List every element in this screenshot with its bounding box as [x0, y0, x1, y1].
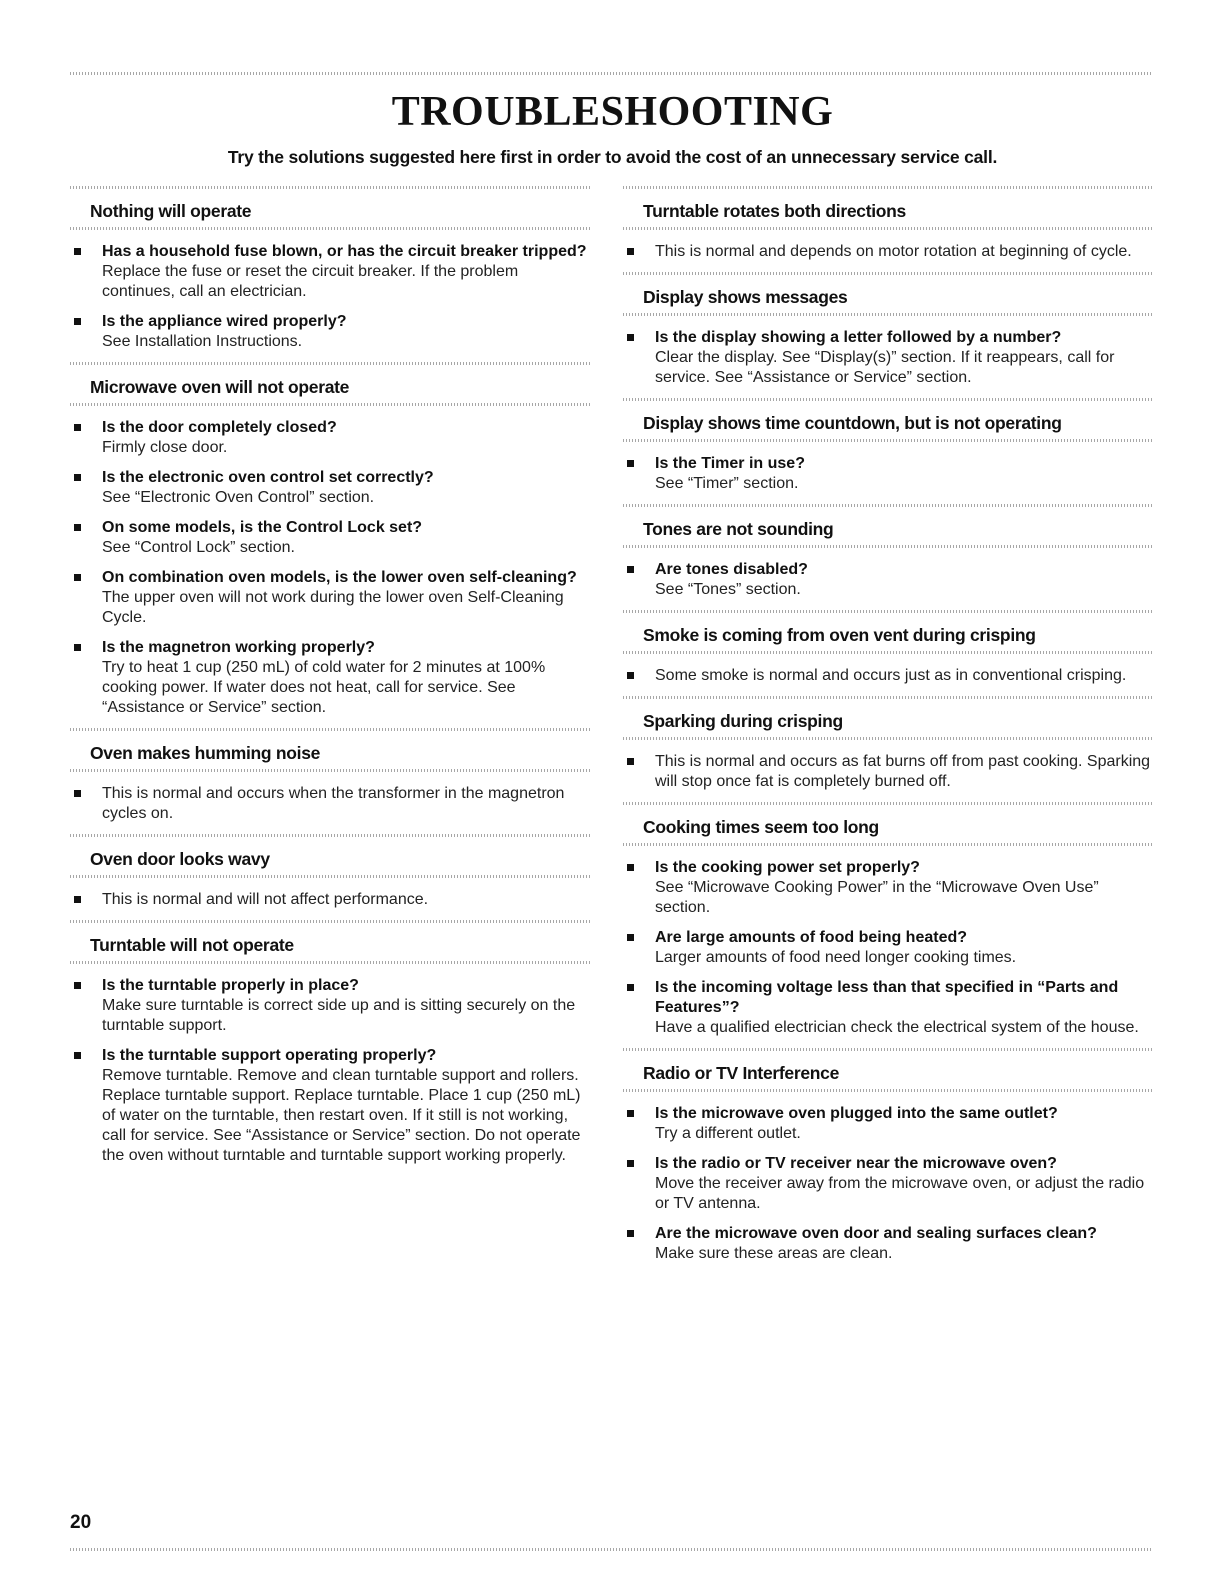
list-item — [70, 242, 590, 302]
troubleshooting-section — [70, 362, 590, 718]
section-items — [70, 964, 590, 1166]
bullet-icon — [627, 1160, 634, 1167]
item-answer: Make sure these areas are clean. — [655, 1245, 893, 1262]
section-rule-top — [623, 504, 1153, 507]
item-question: Is the turntable properly in place? — [102, 977, 359, 994]
list-item — [70, 1046, 590, 1166]
section-title: Sparking during crisping — [643, 711, 843, 731]
item-answer: See “Timer” section. — [655, 475, 799, 492]
list-item — [70, 518, 590, 558]
section-title: Display shows messages — [643, 287, 848, 307]
section-rule-top — [623, 696, 1153, 699]
list-item — [70, 418, 590, 458]
item-answer: Remove turntable. Remove and clean turntable support and rollers. Replace turntable support. Replace turntable. Place 1 cup (250 mL) of water on the turntable, then restart oven. If it still is not working, call for service. See “Assistance or Service” section. Do not operate the oven without turntable and turntable support working properly. — [102, 1067, 581, 1164]
bullet-icon — [74, 982, 81, 989]
item-answer: See “Microwave Cooking Power” in the “Microwave Oven Use” section. — [655, 879, 1099, 916]
bullet-icon — [74, 644, 81, 651]
bullet-icon — [74, 248, 81, 255]
section-items — [70, 230, 590, 352]
list-item — [623, 1104, 1153, 1144]
section-rule-bottom — [70, 875, 590, 878]
item-question: Is the electronic oven control set correctly? — [102, 469, 434, 486]
section-title: Oven door looks wavy — [90, 849, 270, 869]
bullet-icon — [627, 934, 634, 941]
bullet-icon — [627, 248, 634, 255]
section-items — [623, 230, 1153, 262]
troubleshooting-section — [623, 186, 1153, 262]
section-rule-top — [623, 802, 1153, 805]
list-item — [70, 468, 590, 508]
section-rule-top — [623, 1048, 1153, 1051]
item-question: Is the cooking power set properly? — [655, 859, 920, 876]
list-item — [70, 976, 590, 1036]
section-title: Turntable will not operate — [90, 935, 294, 955]
list-item — [623, 928, 1153, 968]
troubleshooting-section — [623, 1048, 1153, 1264]
item-question: Is the magnetron working properly? — [102, 639, 375, 656]
right-column — [623, 186, 1153, 1274]
section-rule-bottom — [623, 651, 1153, 654]
section-title: Oven makes humming noise — [90, 743, 321, 763]
troubleshooting-section — [70, 920, 590, 1166]
bottom-rule — [70, 1548, 1152, 1551]
section-rule-top — [70, 186, 590, 189]
bullet-icon — [627, 1230, 634, 1237]
left-column — [70, 186, 590, 1176]
item-question: Is the appliance wired properly? — [102, 313, 347, 330]
item-answer: Try a different outlet. — [655, 1125, 801, 1142]
section-rule-bottom — [623, 1089, 1153, 1092]
section-title: Turntable rotates both directions — [643, 201, 906, 221]
item-answer: Firmly close door. — [102, 439, 228, 456]
bullet-icon — [627, 1110, 634, 1117]
troubleshooting-section — [623, 504, 1153, 600]
item-answer: See “Control Lock” section. — [102, 539, 295, 556]
item-question: Is the door completely closed? — [102, 419, 337, 436]
item-question: Are tones disabled? — [655, 561, 808, 578]
section-rule-bottom — [623, 439, 1153, 442]
section-rule-top — [623, 272, 1153, 275]
section-items — [623, 442, 1153, 494]
item-answer: Move the receiver away from the microwave oven, or adjust the radio or TV antenna. — [655, 1175, 1145, 1212]
item-answer: This is normal and occurs when the transformer in the magnetron cycles on. — [102, 785, 565, 822]
page-subtitle: Try the solutions suggested here first in order to avoid the cost of an unnecessary service call. — [227, 147, 998, 167]
list-item — [623, 1154, 1153, 1214]
troubleshooting-section — [623, 696, 1153, 792]
list-item — [623, 858, 1153, 918]
item-answer: Some smoke is normal and occurs just as in conventional crisping. — [655, 667, 1127, 684]
section-rule-top — [70, 362, 590, 365]
troubleshooting-section — [70, 728, 590, 824]
list-item — [623, 328, 1153, 388]
bullet-icon — [74, 574, 81, 581]
section-title: Microwave oven will not operate — [90, 377, 350, 397]
item-question: Is the microwave oven plugged into the same outlet? — [655, 1105, 1058, 1122]
item-question: On combination oven models, is the lower oven self-cleaning? — [102, 569, 577, 586]
item-question: Is the turntable support operating properly? — [102, 1047, 437, 1064]
troubleshooting-section — [623, 802, 1153, 1038]
section-title: Cooking times seem too long — [643, 817, 879, 837]
item-question: Is the display showing a letter followed by a number? — [655, 329, 1062, 346]
bullet-icon — [74, 318, 81, 325]
troubleshooting-section — [623, 398, 1153, 494]
section-rule-bottom — [70, 961, 590, 964]
item-answer: Try to heat 1 cup (250 mL) of cold water for 2 minutes at 100% cooking power. If water does not heat, call for service. See “Assistance or Service” section. — [102, 659, 546, 716]
item-answer: See “Electronic Oven Control” section. — [102, 489, 375, 506]
section-rule-bottom — [70, 227, 590, 230]
section-items — [70, 406, 590, 718]
troubleshooting-section — [70, 186, 590, 352]
item-question: Is the radio or TV receiver near the microwave oven? — [655, 1155, 1057, 1172]
list-item — [623, 1224, 1153, 1264]
list-item — [70, 890, 590, 910]
section-rule-bottom — [70, 769, 590, 772]
item-question: Are the microwave oven door and sealing surfaces clean? — [655, 1225, 1097, 1242]
bullet-icon — [74, 474, 81, 481]
section-rule-bottom — [623, 545, 1153, 548]
section-rule-top — [623, 186, 1153, 189]
item-question: Are large amounts of food being heated? — [655, 929, 968, 946]
list-item — [70, 312, 590, 352]
section-items — [623, 548, 1153, 600]
list-item — [623, 666, 1153, 686]
page-number: 20 — [70, 1512, 92, 1533]
section-rule-top — [70, 920, 590, 923]
item-answer: Larger amounts of food need longer cooking times. — [655, 949, 1017, 966]
bullet-icon — [627, 672, 634, 679]
list-item — [623, 752, 1153, 792]
item-answer: The upper oven will not work during the lower oven Self-Cleaning Cycle. — [102, 589, 564, 626]
top-rule — [70, 72, 1152, 75]
item-answer: Have a qualified electrician check the electrical system of the house. — [655, 1019, 1139, 1036]
list-item — [70, 568, 590, 628]
item-answer: Replace the fuse or reset the circuit breaker. If the problem continues, call an electrician. — [102, 263, 519, 300]
bullet-icon — [627, 460, 634, 467]
section-items — [623, 1092, 1153, 1264]
section-items — [70, 878, 590, 910]
section-items — [623, 846, 1153, 1038]
section-title: Nothing will operate — [90, 201, 252, 221]
troubleshooting-section — [70, 834, 590, 910]
item-question: Has a household fuse blown, or has the circuit breaker tripped? — [102, 243, 587, 260]
section-rule-top — [70, 728, 590, 731]
bullet-icon — [74, 896, 81, 903]
item-question: Is the incoming voltage less than that specified in “Parts and Features”? — [655, 979, 1119, 1016]
section-rule-bottom — [623, 227, 1153, 230]
section-rule-bottom — [70, 403, 590, 406]
section-rule-bottom — [623, 313, 1153, 316]
section-rule-top — [70, 834, 590, 837]
list-item — [623, 560, 1153, 600]
section-items — [623, 740, 1153, 792]
list-item — [623, 454, 1153, 494]
item-answer: Make sure turntable is correct side up and is sitting securely on the turntable support. — [102, 997, 576, 1034]
bullet-icon — [627, 758, 634, 765]
bullet-icon — [627, 334, 634, 341]
item-answer: See Installation Instructions. — [102, 333, 303, 350]
section-rule-top — [623, 610, 1153, 613]
section-rule-bottom — [623, 843, 1153, 846]
section-title: Radio or TV Interference — [643, 1063, 840, 1083]
bullet-icon — [74, 1052, 81, 1059]
bullet-icon — [74, 790, 81, 797]
list-item — [623, 978, 1153, 1038]
section-rule-bottom — [623, 737, 1153, 740]
list-item — [70, 638, 590, 718]
bullet-icon — [74, 424, 81, 431]
page-title: TROUBLESHOOTING — [391, 89, 834, 135]
item-answer: This is normal and will not affect performance. — [102, 891, 429, 908]
item-question: On some models, is the Control Lock set? — [102, 519, 423, 536]
item-answer: See “Tones” section. — [655, 581, 801, 598]
section-title: Display shows time countdown, but is not operating — [643, 413, 1062, 433]
list-item — [70, 784, 590, 824]
item-question: Is the Timer in use? — [655, 455, 805, 472]
item-answer: Clear the display. See “Display(s)” section. If it reappears, call for service. See “Assistance or Service” section. — [655, 349, 1115, 386]
bullet-icon — [74, 524, 81, 531]
section-title: Smoke is coming from oven vent during crisping — [643, 625, 1036, 645]
list-item — [623, 242, 1153, 262]
section-title: Tones are not sounding — [643, 519, 834, 539]
section-items — [623, 316, 1153, 388]
item-answer: This is normal and occurs as fat burns off from past cooking. Sparking will stop once fat is completely burned off. — [655, 753, 1151, 790]
bullet-icon — [627, 566, 634, 573]
bullet-icon — [627, 864, 634, 871]
section-items — [70, 772, 590, 824]
section-items — [623, 654, 1153, 686]
troubleshooting-section — [623, 272, 1153, 388]
bullet-icon — [627, 984, 634, 991]
troubleshooting-section — [623, 610, 1153, 686]
item-answer: This is normal and depends on motor rotation at beginning of cycle. — [655, 243, 1132, 260]
section-rule-top — [623, 398, 1153, 401]
